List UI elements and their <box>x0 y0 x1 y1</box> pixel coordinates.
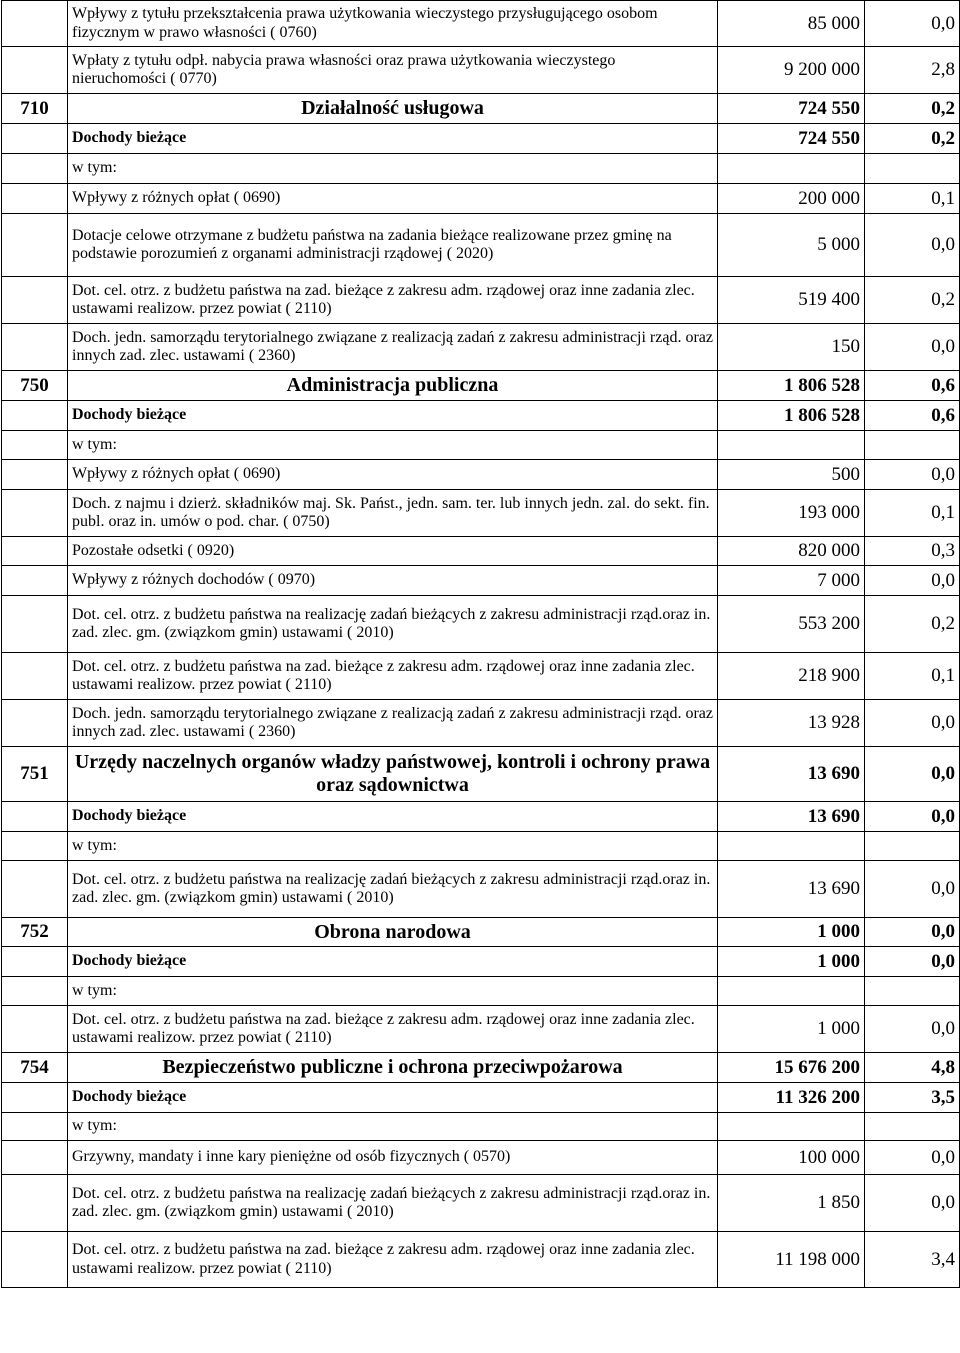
row-description: Wpłaty z tytułu odpł. nabycia prawa własności oraz prawa użytkowania wieczystego nieruchomości ( 0770) <box>68 47 718 94</box>
section-code: 750 <box>2 371 68 401</box>
percent-cell: 0,2 <box>865 124 960 154</box>
amount-cell: 13 690 <box>718 861 865 918</box>
percent-cell: 0,2 <box>865 596 960 653</box>
section-row <box>2 1053 960 1083</box>
section-row <box>2 371 960 401</box>
percent-cell: 0,2 <box>865 94 960 124</box>
table-row <box>2 1175 960 1232</box>
current-income-row <box>2 124 960 154</box>
row-description: Dot. cel. otrz. z budżetu państwa na zad. bieżące z zakresu adm. rządowej oraz inne zadania zlec. ustawami realizow. przez powiat ( 2110) <box>68 1006 718 1053</box>
percent-cell: 0,0 <box>865 802 960 832</box>
amount-cell: 519 400 <box>718 277 865 324</box>
row-description: Doch. jedn. samorządu terytorialnego związane z realizacją zadań z zakresu administracji rząd. oraz innych zad. zlec. ustawami ( 2360) <box>68 700 718 747</box>
amount-cell: 13 928 <box>718 700 865 747</box>
in-which-row <box>2 154 960 184</box>
table-row <box>2 596 960 653</box>
amount-cell: 5 000 <box>718 214 865 277</box>
amount-cell: 150 <box>718 324 865 371</box>
section-title: Administracja publiczna <box>68 371 718 401</box>
percent-cell <box>865 832 960 861</box>
section-code <box>2 1 68 47</box>
section-code <box>2 47 68 94</box>
current-income-row <box>2 802 960 832</box>
section-code <box>2 460 68 490</box>
section-code <box>2 977 68 1006</box>
section-row <box>2 918 960 947</box>
section-code <box>2 700 68 747</box>
table-row <box>2 537 960 566</box>
table-row <box>2 566 960 596</box>
row-description: Dochody bieżące <box>68 1083 718 1113</box>
budget-table-body <box>2 1 960 1288</box>
percent-cell: 0,1 <box>865 184 960 214</box>
amount-cell <box>718 832 865 861</box>
row-description: w tym: <box>68 154 718 184</box>
section-title: Urzędy naczelnych organów władzy państwowej, kontroli i ochrony prawa oraz sądownictwa <box>68 747 718 802</box>
table-row <box>2 1141 960 1175</box>
amount-cell: 100 000 <box>718 1141 865 1175</box>
row-description: Dochody bieżące <box>68 947 718 977</box>
section-code <box>2 861 68 918</box>
amount-cell: 11 198 000 <box>718 1232 865 1288</box>
amount-cell <box>718 977 865 1006</box>
table-row <box>2 490 960 537</box>
table-row <box>2 1 960 47</box>
section-code <box>2 184 68 214</box>
percent-cell: 0,2 <box>865 277 960 324</box>
percent-cell <box>865 1113 960 1141</box>
section-code <box>2 1141 68 1175</box>
section-code <box>2 832 68 861</box>
table-row <box>2 653 960 700</box>
section-code <box>2 1083 68 1113</box>
section-code <box>2 596 68 653</box>
section-code: 751 <box>2 747 68 802</box>
row-description: w tym: <box>68 1113 718 1141</box>
percent-cell: 0,0 <box>865 1 960 47</box>
percent-cell: 0,0 <box>865 324 960 371</box>
percent-cell: 0,6 <box>865 401 960 431</box>
section-code: 754 <box>2 1053 68 1083</box>
percent-cell: 0,0 <box>865 1006 960 1053</box>
row-description: w tym: <box>68 832 718 861</box>
amount-cell: 724 550 <box>718 94 865 124</box>
section-code <box>2 653 68 700</box>
row-description: Dot. cel. otrz. z budżetu państwa na realizację zadań bieżących z zakresu administracji rząd.oraz in. zad. zlec. gm. (związkom gmin) ustawami ( 2010) <box>68 861 718 918</box>
in-which-row <box>2 1113 960 1141</box>
section-code <box>2 1006 68 1053</box>
section-code <box>2 1113 68 1141</box>
table-row <box>2 184 960 214</box>
amount-cell: 218 900 <box>718 653 865 700</box>
row-description: Wpływy z różnych dochodów ( 0970) <box>68 566 718 596</box>
amount-cell: 193 000 <box>718 490 865 537</box>
section-title: Bezpieczeństwo publiczne i ochrona przeciwpożarowa <box>68 1053 718 1083</box>
amount-cell: 13 690 <box>718 802 865 832</box>
percent-cell: 0,0 <box>865 947 960 977</box>
current-income-row <box>2 1083 960 1113</box>
row-description: Wpływy z różnych opłat ( 0690) <box>68 184 718 214</box>
amount-cell: 9 200 000 <box>718 47 865 94</box>
section-code <box>2 566 68 596</box>
percent-cell: 0,6 <box>865 371 960 401</box>
table-row <box>2 700 960 747</box>
section-code <box>2 124 68 154</box>
section-row <box>2 747 960 802</box>
current-income-row <box>2 947 960 977</box>
percent-cell: 0,0 <box>865 1141 960 1175</box>
amount-cell: 724 550 <box>718 124 865 154</box>
in-which-row <box>2 832 960 861</box>
section-code: 710 <box>2 94 68 124</box>
row-description: Pozostałe odsetki ( 0920) <box>68 537 718 566</box>
percent-cell: 0,3 <box>865 537 960 566</box>
amount-cell: 553 200 <box>718 596 865 653</box>
amount-cell: 7 000 <box>718 566 865 596</box>
amount-cell: 1 000 <box>718 918 865 947</box>
section-title: Obrona narodowa <box>68 918 718 947</box>
amount-cell: 85 000 <box>718 1 865 47</box>
row-description: Dot. cel. otrz. z budżetu państwa na zad. bieżące z zakresu adm. rządowej oraz inne zadania zlec. ustawami realizow. przez powiat ( 2110) <box>68 1232 718 1288</box>
amount-cell <box>718 1113 865 1141</box>
section-code <box>2 214 68 277</box>
table-row <box>2 861 960 918</box>
percent-cell: 3,5 <box>865 1083 960 1113</box>
section-code <box>2 154 68 184</box>
amount-cell <box>718 431 865 460</box>
table-row <box>2 214 960 277</box>
table-row <box>2 460 960 490</box>
row-description: Dot. cel. otrz. z budżetu państwa na realizację zadań bieżących z zakresu administracji rząd.oraz in. zad. zlec. gm. (związkom gmin) ustawami ( 2010) <box>68 596 718 653</box>
row-description: Dochody bieżące <box>68 124 718 154</box>
percent-cell: 0,0 <box>865 747 960 802</box>
table-row <box>2 277 960 324</box>
percent-cell: 0,0 <box>865 566 960 596</box>
row-description: Wpływy z tytułu przekształcenia prawa użytkowania wieczystego przysługującego osobom fizycznym w prawo własności ( 0760) <box>68 1 718 47</box>
section-code <box>2 1232 68 1288</box>
amount-cell: 15 676 200 <box>718 1053 865 1083</box>
row-description: Doch. z najmu i dzierż. składników maj. Sk. Państ., jedn. sam. ter. lub innych jedn. zal. do sekt. fin. publ. oraz in. umów o pod. char. ( 0750) <box>68 490 718 537</box>
percent-cell: 4,8 <box>865 1053 960 1083</box>
row-description: Dotacje celowe otrzymane z budżetu państwa na zadania bieżące realizowane przez gminę na podstawie porozumień z organami administracji rządowej ( 2020) <box>68 214 718 277</box>
percent-cell: 0,0 <box>865 918 960 947</box>
row-description: Doch. jedn. samorządu terytorialnego związane z realizacją zadań z zakresu administracji rząd. oraz innych zad. zlec. ustawami ( 2360) <box>68 324 718 371</box>
row-description: Dot. cel. otrz. z budżetu państwa na zad. bieżące z zakresu adm. rządowej oraz inne zadania zlec. ustawami realizow. przez powiat ( 2110) <box>68 653 718 700</box>
in-which-row <box>2 431 960 460</box>
section-title: Działalność usługowa <box>68 94 718 124</box>
amount-cell: 820 000 <box>718 537 865 566</box>
row-description: Dot. cel. otrz. z budżetu państwa na realizację zadań bieżących z zakresu administracji rząd.oraz in. zad. zlec. gm. (związkom gmin) ustawami ( 2010) <box>68 1175 718 1232</box>
amount-cell: 13 690 <box>718 747 865 802</box>
row-description: Wpływy z różnych opłat ( 0690) <box>68 460 718 490</box>
amount-cell: 200 000 <box>718 184 865 214</box>
section-code <box>2 537 68 566</box>
row-description: Dochody bieżące <box>68 401 718 431</box>
percent-cell: 0,0 <box>865 1175 960 1232</box>
amount-cell: 1 806 528 <box>718 401 865 431</box>
percent-cell <box>865 154 960 184</box>
row-description: Grzywny, mandaty i inne kary pieniężne od osób fizycznych ( 0570) <box>68 1141 718 1175</box>
in-which-row <box>2 977 960 1006</box>
amount-cell: 500 <box>718 460 865 490</box>
section-code <box>2 1175 68 1232</box>
section-code <box>2 277 68 324</box>
amount-cell: 1 000 <box>718 1006 865 1053</box>
current-income-row <box>2 401 960 431</box>
percent-cell: 0,0 <box>865 214 960 277</box>
row-description: Dot. cel. otrz. z budżetu państwa na zad. bieżące z zakresu adm. rządowej oraz inne zadania zlec. ustawami realizow. przez powiat ( 2110) <box>68 277 718 324</box>
percent-cell: 0,1 <box>865 653 960 700</box>
row-description: w tym: <box>68 431 718 460</box>
amount-cell: 1 000 <box>718 947 865 977</box>
amount-cell <box>718 154 865 184</box>
section-code <box>2 401 68 431</box>
table-row <box>2 1232 960 1288</box>
amount-cell: 1 806 528 <box>718 371 865 401</box>
percent-cell: 3,4 <box>865 1232 960 1288</box>
percent-cell: 0,0 <box>865 861 960 918</box>
section-code <box>2 324 68 371</box>
percent-cell: 0,0 <box>865 700 960 747</box>
table-row <box>2 324 960 371</box>
section-code <box>2 431 68 460</box>
amount-cell: 1 850 <box>718 1175 865 1232</box>
budget-table <box>1 0 960 1288</box>
table-row <box>2 47 960 94</box>
table-row <box>2 1006 960 1053</box>
percent-cell: 0,0 <box>865 460 960 490</box>
percent-cell: 0,1 <box>865 490 960 537</box>
section-code <box>2 802 68 832</box>
section-code <box>2 490 68 537</box>
amount-cell: 11 326 200 <box>718 1083 865 1113</box>
section-code: 752 <box>2 918 68 947</box>
row-description: Dochody bieżące <box>68 802 718 832</box>
row-description: w tym: <box>68 977 718 1006</box>
percent-cell: 2,8 <box>865 47 960 94</box>
percent-cell <box>865 977 960 1006</box>
section-row <box>2 94 960 124</box>
section-code <box>2 947 68 977</box>
percent-cell <box>865 431 960 460</box>
